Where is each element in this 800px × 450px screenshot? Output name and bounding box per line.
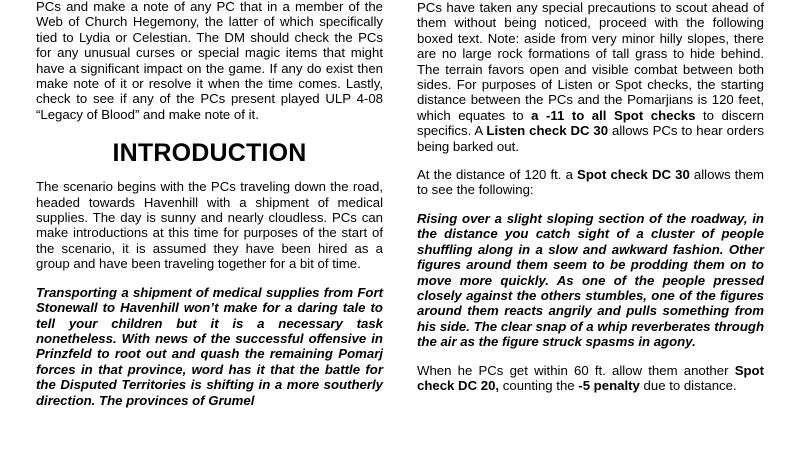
right-paragraph-2-pre: At the distance of 120 ft. a: [417, 167, 578, 183]
right-column: [417, 0, 764, 450]
left-boxed-read-aloud-text: Transporting a shipment of medical supplies from Fort Stonewall to Havenhill won’t make for a daring tale to tell your children but it is a necessary task nonetheless. With news of the successful offensive in Prinzfeld to root out and quash the remaining Pomarj forces in that province, word has it that the battle for the Disputed Territories is shifting in a more southerly direction. The provinces of Grumel: [36, 284, 383, 408]
right-paragraph-1-cont: to discern specifics. A: [417, 107, 764, 139]
right-paragraph-1: [417, 0, 764, 154]
spot-check-dc20-bold: Spot check DC 20,: [417, 362, 764, 393]
left-column: [36, 0, 383, 450]
spot-check-penalty-bold: a -11 to all Spot checks: [531, 107, 696, 123]
right-paragraph-2-post: allows them to see the following:: [417, 167, 764, 198]
distance-penalty-bold: -5 penalty: [578, 377, 640, 393]
spot-check-dc30-bold: Spot check DC 30: [577, 167, 690, 183]
right-paragraph-3-pre: When he PCs get within 60 ft. allow them another: [417, 362, 735, 378]
left-paragraph-1: The scenario begins with the PCs traveling down the road, headed towards Havenhill with a shipment of medical supplies. The day is sunny and nearly cloudless. PCs can make introductions at this time for purposes of the start of the scenario, it is assumed they have been hired as a group and have been traveling together for a bit of time.: [36, 179, 383, 272]
right-boxed-read-aloud-text: Rising over a slight sloping section of the roadway, in the distance you catch sight of a cluster of people shuffling along in a slow and awkward fashion. Other figures around them seem to be prodding them on to move more quickly. As one of the people pressed closely against the others stumbles, one of the figures around them reacts angrily and pulls something from his side. The clear snap of a whip reverberates through the air as the figure struck spasms in agony.: [417, 210, 764, 350]
two-column-layout: [36, 0, 764, 450]
intro-fragment-paragraph: PCs and make a note of any PC that in a member of the Web of Church Hegemony, the latter of which specifically tied to Lydia or Celestian. The DM should check the PCs for any unusual curses or special magic items that might have a significant impact on the game. If any do exist then make note of it or resolve it when the time comes. Lastly, check to see if any of the PCs present played ULP 4-08 “Legacy of Blood” and make note of it.: [36, 0, 383, 122]
listen-check-dc-bold: Listen check DC 30: [486, 123, 609, 139]
section-heading-introduction: INTRODUCTION: [112, 139, 307, 168]
right-paragraph-3: [417, 363, 764, 394]
right-paragraph-3-mid: counting the: [499, 377, 579, 393]
right-paragraph-1-lead: PCs have taken any special precautions to scout ahead of them without being noticed, proceed with the following boxed text. Note: aside from very minor hilly slopes, there are no large rock formations of tall grass to hide behind. The terrain favors open and visible combat between both sides. For purposes of Listen or Spot checks, the starting distance between the PCs and the Pomarjians is 120 feet, which equates to: [417, 0, 764, 123]
right-paragraph-1-end: allows PCs to hear orders being barked out.: [417, 123, 764, 154]
right-paragraph-2: [417, 167, 764, 198]
right-paragraph-3-end: due to distance.: [639, 377, 737, 393]
